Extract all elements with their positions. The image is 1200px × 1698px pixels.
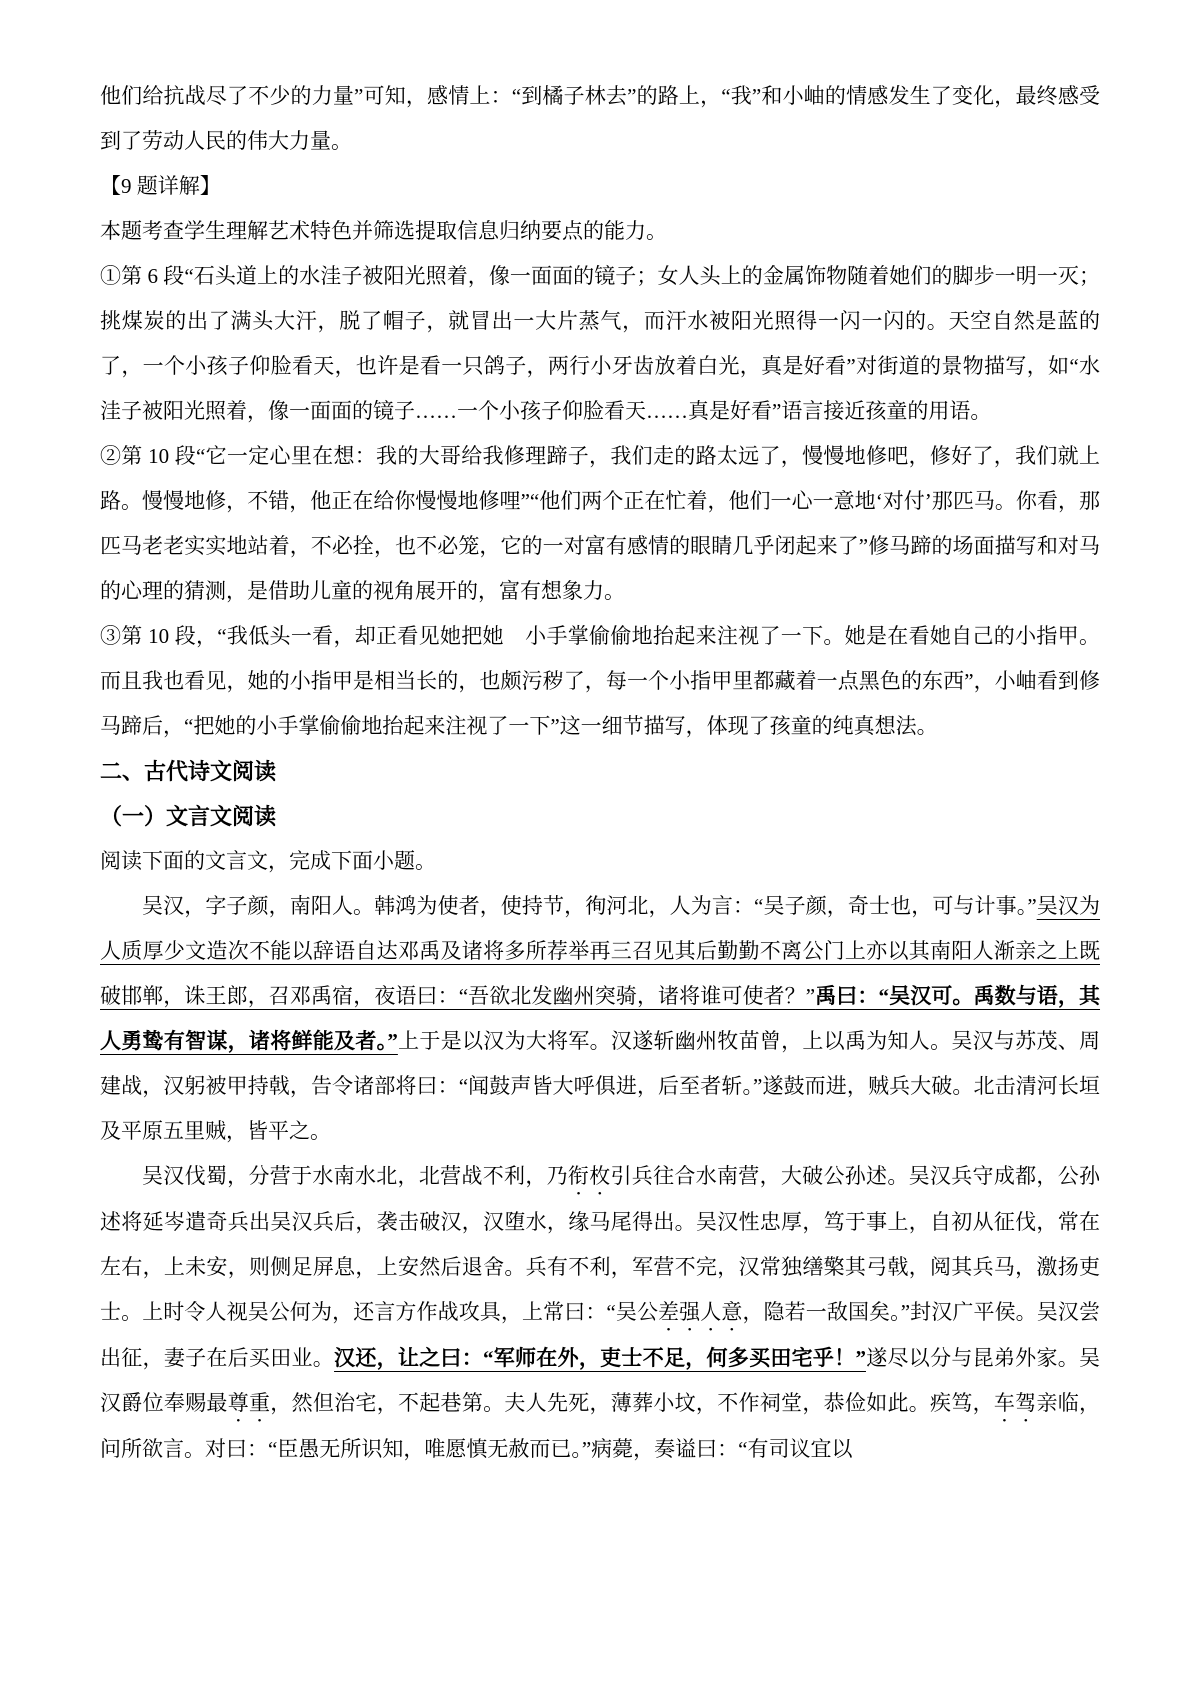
text-run: 上于是以汉为大将军。汉遂斩幽州牧苗曾，上以禹为知人。吴汉与苏茂、周建战，汉躬被甲持戟，告令诸部将曰：“闻鼓声皆大呼俱进，后至者斩。”遂鼓而进，贼兵大破。北击清河长垣及平原五里贼，皆平之。 xyxy=(100,1029,1100,1143)
text-run: 本题考查学生理解艺术特色并筛选提取信息归纳要点的能力。 xyxy=(100,219,667,243)
text-run: 禹曰：“吴汉可。禹数与语，其人勇鸷有智谋，诸将鲜能及者。” xyxy=(100,984,1101,1053)
para-q9-label xyxy=(100,164,1100,209)
text-run: 引兵往合水南营，大破公孙述。吴汉兵守成都，公孙述将延岑遣奇兵出吴汉兵后，袭击破汉，汉堕水，缘马尾得出。吴汉性忠厚，笃于事上，自初从征伐，常在左右，上未安，则侧足屏息，上安然后退舍。兵有不利，军营不完，汉常独缮檠其弓戟，阅其兵马，激扬吏士。上时令人视吴公何为，还言方作战攻具，上常曰：“吴公 xyxy=(100,1164,1101,1324)
text-run: ③第 10 段，“我低头一看，却正看见她把她 小手掌偷偷地抬起来注视了一下。她是在看她自己的小指甲。而且我也看见，她的小指甲是相当长的，也颇污秽了，每一个小指甲里都藏着一点黑色的东西”，小岫看到修马蹄后，“把她的小手掌偷偷地抬起来注视了一下”这一细节描写，体现了孩童的纯真想法。 xyxy=(100,624,1100,738)
para-instruction xyxy=(100,839,1100,884)
text-run: 【9 题详解】 xyxy=(100,174,221,198)
para-passage-1 xyxy=(100,884,1100,1154)
text-run: 差强人意 xyxy=(658,1300,743,1324)
para-passage-2 xyxy=(100,1154,1100,1472)
text-run: 衔枚 xyxy=(567,1164,611,1188)
text-run: 二、古代诗文阅读 xyxy=(100,759,277,784)
para-answer8-continuation xyxy=(100,74,1100,164)
text-run: 尊重 xyxy=(227,1391,271,1415)
text-run: ，然但治宅，不起巷第。夫人先死，薄葬小坟，不作祠堂，恭俭如此。疾笃， xyxy=(270,1391,994,1415)
text-run: 遂尽以分与昆弟外家。吴汉爵位奉赐最 xyxy=(100,1346,1101,1415)
document-body xyxy=(100,74,1100,1472)
text-run: 汉还，让之曰：“军师在外，吏士不足，何多买田宅乎！” xyxy=(334,1346,866,1370)
heading-section-2 xyxy=(100,749,1100,794)
text-run: 他们给抗战尽了不少的力量”可知，感情上：“到橘子林去”的路上，“我”和小岫的情感发生了变化，最终感受到了劳动人民的伟大力量。 xyxy=(100,84,1100,153)
para-q9-point1 xyxy=(100,254,1100,434)
text-run: （一）文言文阅读 xyxy=(100,804,277,829)
text-run: 阅读下面的文言文，完成下面小题。 xyxy=(100,849,436,873)
text-run: ②第 10 段“它一定心里在想：我的大哥给我修理蹄子，我们走的路太远了，慢慢地修吧，修好了，我们就上路。慢慢地修，不错，他正在给你慢慢地修哩”“他们两个正在忙着，他们一心一意地‘对付’那匹马。你看，那匹马老老实实地站着，不必拴，也不必笼，它的一对富有感情的眼睛几乎闭起来了”修马蹄的场面描写和对马的心理的猜测，是借助儿童的视角展开的，富有想象力。 xyxy=(100,444,1100,603)
para-q9-intro xyxy=(100,209,1100,254)
text-run: ①第 6 段“石头道上的水洼子被阳光照着，像一面面的镜子；女人头上的金属饰物随着她们的脚步一明一灭；挑煤炭的出了满头大汗，脱了帽子，就冒出一大片蒸气，而汗水被阳光照得一闪一闪的。天空自然是蓝的了，一个小孩子仰脸看天，也许是看一只鸽子，两行小牙齿放着白光，真是好看”对街道的景物描写，如“水洼子被阳光照着，像一面面的镜子……一个小孩子仰脸看天……真是好看”语言接近孩童的用语。 xyxy=(100,264,1100,423)
heading-subsection-1 xyxy=(100,794,1100,839)
text-run: 吴汉，字子颜，南阳人。韩鸿为使者，使持节，徇河北，人为言：“吴子颜，奇士也，可与计事。” xyxy=(142,894,1037,918)
text-run: 吴汉为人质厚少文造次不能以辞语自达邓禹及诸将多所荐举再三召见其后勤勤不离公门上亦以其南阳人渐亲之上既破邯郸，诛王郎，召邓禹宿，夜语曰：“吾欲北发幽州突骑，诸将谁可使者？” xyxy=(100,894,1101,1008)
text-run: ，隐若一敌国矣。”封汉广平侯。吴汉尝出征，妻子在后买田业。 xyxy=(100,1300,1100,1370)
text-run: 亲临，问所欲言。对曰：“臣愚无所识知，唯愿慎无赦而已。”病薨，奏谥曰：“有司议宜以 xyxy=(100,1391,1101,1461)
para-q9-point2 xyxy=(100,434,1100,614)
para-q9-point3 xyxy=(100,614,1100,749)
text-run: 车驾 xyxy=(993,1391,1037,1415)
text-run: 吴汉伐蜀，分营于水南水北，北营战不利，乃 xyxy=(142,1164,568,1188)
